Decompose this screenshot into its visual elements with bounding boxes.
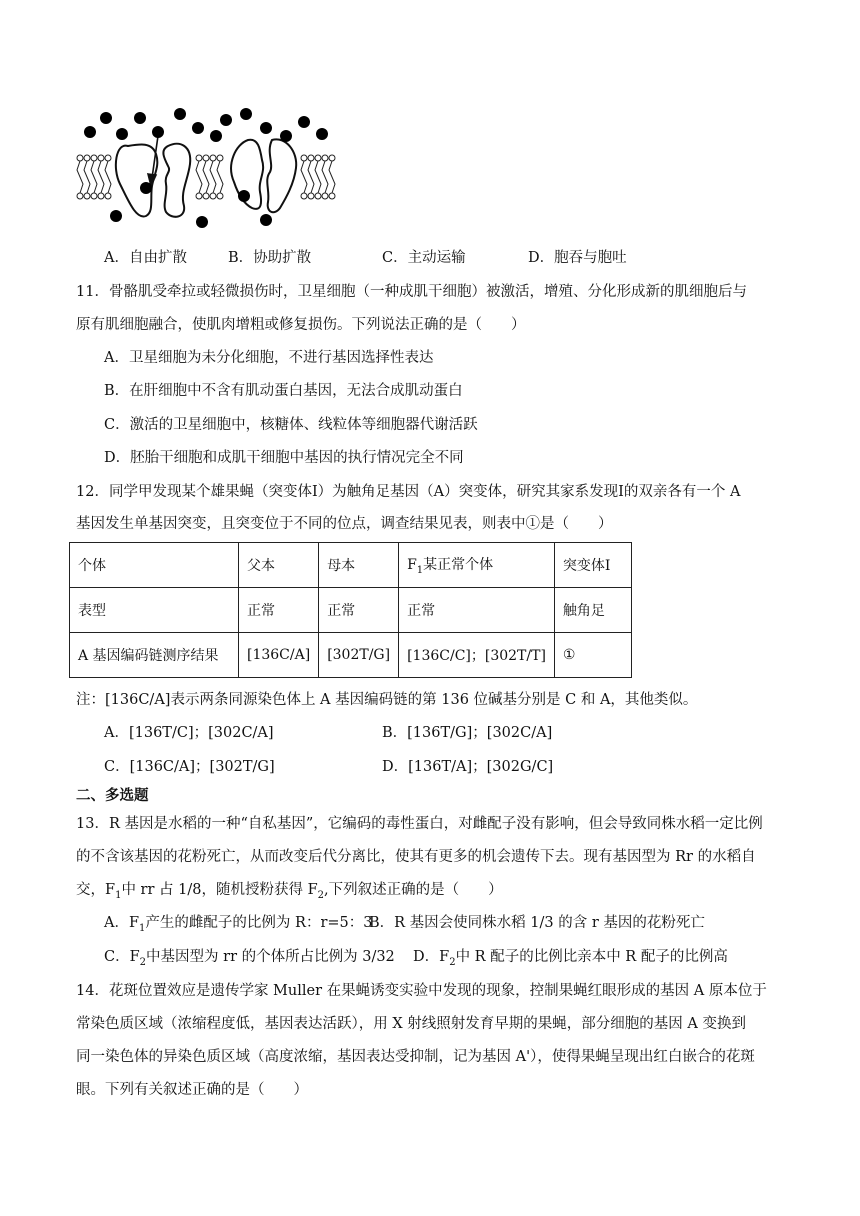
lipid-head <box>315 193 321 199</box>
solute-molecule <box>140 182 152 194</box>
lipid-head <box>98 155 104 161</box>
solute-molecule <box>100 112 112 124</box>
table-row <box>70 543 632 588</box>
table-header-cell: 突变体Ⅰ <box>554 543 631 588</box>
lipid-tail <box>84 161 90 193</box>
q11-option-c[interactable]: C．激活的卫星细胞中，核糖体、线粒体等细胞器代谢活跃 <box>104 417 478 433</box>
table-cell: A 基因编码链测序结果 <box>70 633 239 678</box>
table-cell: 正常 <box>319 588 399 633</box>
f1-subscript: 1 <box>416 564 424 576</box>
lipid-head <box>308 193 314 199</box>
f2-subscript: 2 <box>317 889 325 901</box>
lipid-head <box>217 193 223 199</box>
solute-molecule <box>220 114 232 126</box>
lipid-tail <box>301 161 307 193</box>
lipid-head <box>210 155 216 161</box>
lipid-tail <box>91 161 97 193</box>
table-cell: 触角足 <box>554 588 631 633</box>
lipid-tail <box>322 161 328 193</box>
lipid-head <box>105 193 111 199</box>
lipid-tail <box>196 161 202 193</box>
table-cell: [302T/G] <box>319 633 399 678</box>
q13-option-b[interactable]: B．R 基因会使同株水稻 1/3 的含 r 基因的花粉死亡 <box>369 915 705 931</box>
lipid-tail <box>105 161 111 193</box>
lipid-tail <box>329 161 335 193</box>
table-cell: 正常 <box>399 588 555 633</box>
solute-molecule <box>238 190 250 202</box>
solute-molecule <box>84 126 96 138</box>
solute-molecule <box>280 130 292 142</box>
q13-stem-line2: 的不含该基因的花粉死亡，从而改变后代分离比，使其有更多的机会遗传下去。现有基因型为 Rr 的水稻自 <box>76 849 756 865</box>
table-header-cell <box>399 543 555 588</box>
lipid-head <box>91 193 97 199</box>
lipid-head <box>98 193 104 199</box>
solute-molecule <box>174 108 186 120</box>
lipid-head <box>322 155 328 161</box>
lipid-head <box>217 155 223 161</box>
q12-stem-line2: 基因发生单基因突变，且突变位于不同的位点，调查结果见表，则表中①是（ ） <box>76 516 613 532</box>
f1-label: F <box>407 557 417 574</box>
lipid-head <box>77 193 83 199</box>
q13-option-d[interactable] <box>413 947 728 973</box>
q13-option-c-text: 中基因型为 rr 的个体所占比例为 3/32 <box>146 949 395 965</box>
carrier-protein-2 <box>163 144 190 217</box>
table-row <box>70 588 632 633</box>
lipid-head <box>315 155 321 161</box>
solute-molecule <box>316 128 328 140</box>
table-cell: ① <box>554 633 631 678</box>
solute-molecule <box>240 108 252 120</box>
lipid-head <box>210 193 216 199</box>
q10-option-c[interactable]: C．主动运输 <box>382 250 466 266</box>
table-header-cell: 母本 <box>319 543 399 588</box>
table-header-cell: 父本 <box>239 543 319 588</box>
q12-option-a[interactable]: A．[136T/C]；[302C/A] <box>104 725 274 741</box>
q10-option-d[interactable]: D．胞吞与胞吐 <box>528 250 627 266</box>
lipid-tail <box>308 161 314 193</box>
lipid-tail <box>98 161 104 193</box>
q12-data-table <box>69 542 632 678</box>
q13-option-a-text: A．F <box>104 915 140 931</box>
table-header-cell: 个体 <box>70 543 239 588</box>
f2-subscript: 2 <box>139 956 147 968</box>
lipid-head <box>84 193 90 199</box>
q13-option-d-text: 中 R 配子的比例比亲本中 R 配子的比例高 <box>455 949 728 965</box>
lipid-head <box>301 193 307 199</box>
q11-option-a[interactable]: A．卫星细胞为未分化细胞，不进行基因选择性表达 <box>104 350 434 366</box>
q12-option-c[interactable]: C．[136C/A]；[302T/G] <box>104 759 275 775</box>
q10-option-b[interactable]: B．协助扩散 <box>228 250 312 266</box>
q11-stem-line2: 原有肌细胞融合，使肌肉增粗或修复损伤。下列说法正确的是（ ） <box>76 317 526 333</box>
lipid-tail <box>217 161 223 193</box>
q13-stem-text: 中 rr 占 1/8，随机授粉获得 F <box>121 882 318 898</box>
f1-header-text: 某正常个体 <box>423 557 494 574</box>
q14-stem-line4: 眼。下列有关叙述正确的是（ ） <box>76 1082 308 1098</box>
lipid-head <box>301 155 307 161</box>
lipid-tail <box>203 161 209 193</box>
lipid-head <box>84 155 90 161</box>
lipid-head <box>329 155 335 161</box>
q13-option-c[interactable] <box>104 947 395 973</box>
lipid-head <box>329 193 335 199</box>
lipid-head <box>196 193 202 199</box>
q13-stem-line1: 13．R 基因是水稻的一种“自私基因”，它编码的毒性蛋白，对雌配子没有影响，但会导致同株水稻一定比例 <box>76 816 763 832</box>
table-cell: [136C/A] <box>239 633 319 678</box>
q13-stem-text: 交，F <box>76 882 116 898</box>
q11-option-d[interactable]: D．胚胎干细胞和成肌干细胞中基因的执行情况完全不同 <box>104 450 464 466</box>
solute-molecule <box>196 216 208 228</box>
solute-molecule <box>152 126 164 138</box>
solute-molecule <box>260 122 272 134</box>
q11-option-b[interactable]: B．在肝细胞中不含有肌动蛋白基因，无法合成肌动蛋白 <box>104 383 463 399</box>
solute-molecule <box>210 130 222 142</box>
lipid-head <box>203 155 209 161</box>
solute-molecule <box>298 116 310 128</box>
f1-subscript: 1 <box>115 889 122 901</box>
q13-option-d-text: D．F <box>413 949 450 965</box>
solute-molecule <box>260 214 272 226</box>
table-cell: 表型 <box>70 588 239 633</box>
lipid-tail <box>77 161 83 193</box>
q13-option-a-text: 产生的雌配子的比例为 R：r=5：3 <box>145 915 373 931</box>
table-row <box>70 633 632 678</box>
table-cell: 正常 <box>239 588 319 633</box>
solute-molecule <box>110 210 122 222</box>
lipid-head <box>105 155 111 161</box>
solute-molecule <box>192 122 204 134</box>
q11-stem-line1: 11．骨骼肌受牵拉或轻微损伤时，卫星细胞（一种成肌干细胞）被激活，增殖、分化形成新的肌细胞后与 <box>76 284 747 300</box>
q10-option-a[interactable]: A．自由扩散 <box>104 250 187 266</box>
q14-stem-line1: 14．花斑位置效应是遗传学家 Muller 在果蝇诱变实验中发现的现象，控制果蝇红眼形成的基因 A 原本位于 <box>76 983 767 999</box>
q12-option-d[interactable]: D．[136T/A]；[302G/C] <box>382 759 554 775</box>
q13-stem-text: ,下列叙述正确的是（ ） <box>324 882 503 898</box>
solute-molecule <box>134 112 146 124</box>
lipid-tail <box>210 161 216 193</box>
lipid-head <box>308 155 314 161</box>
lipid-head <box>91 155 97 161</box>
q13-option-a[interactable] <box>104 913 372 939</box>
carrier-protein-4 <box>267 139 296 212</box>
section-title: 二、多选题 <box>76 788 149 804</box>
lipid-head <box>196 155 202 161</box>
f1-subscript: 1 <box>139 922 146 934</box>
membrane-transport-diagram <box>76 108 336 238</box>
q14-stem-line3: 同一染色体的异染色质区域（高度浓缩，基因表达受抑制，记为基因 A'），使得果蝇呈现出红白嵌合的花斑 <box>76 1049 755 1065</box>
lipid-head <box>322 193 328 199</box>
q13-option-c-text: C．F <box>104 949 140 965</box>
q14-stem-line2: 常染色质区域（浓缩程度低，基因表达活跃），用 X 射线照射发育早期的果蝇，部分细胞的基因 A 变换到 <box>76 1016 746 1032</box>
solute-molecule <box>116 128 128 140</box>
lipid-head <box>77 155 83 161</box>
q12-option-b[interactable]: B．[136T/G]；[302C/A] <box>382 725 553 741</box>
lipid-tail <box>315 161 321 193</box>
table-cell: [136C/C]；[302T/T] <box>399 633 555 678</box>
q13-stem-line3 <box>76 880 503 906</box>
q12-note: 注：[136C/A]表示两条同源染色体上 A 基因编码链的第 136 位碱基分别是 C 和 A，其他类似。 <box>76 692 698 708</box>
lipid-head <box>203 193 209 199</box>
f2-subscript: 2 <box>449 956 456 968</box>
q12-stem-line1: 12．同学甲发现某个雄果蝇（突变体Ⅰ）为触角足基因（A）突变体，研究其家系发现Ⅰ的双亲各有一个 A <box>76 484 741 500</box>
